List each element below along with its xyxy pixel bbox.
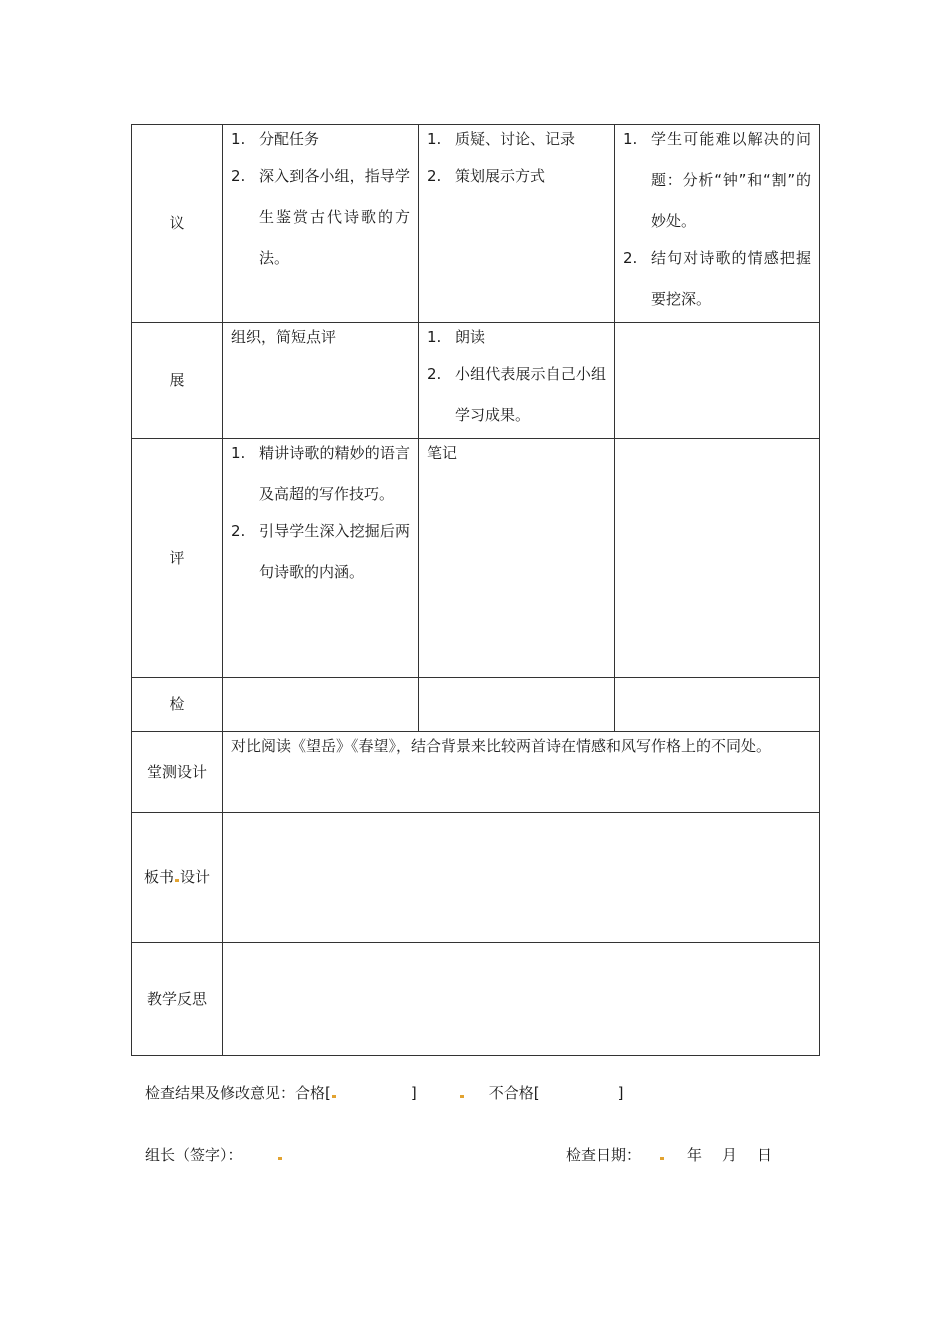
row-label-quiz-design: 堂测设计 (132, 732, 223, 813)
mark-icon (332, 1095, 336, 1098)
lesson-plan-table (131, 124, 820, 1056)
notes-cell (615, 678, 820, 732)
row-label-check: 检 (132, 678, 223, 732)
list-item: 2. 深入到各小组，指导学生鉴赏古代诗歌的方法。 (231, 167, 410, 267)
list-item: 1. 精讲诗歌的精妙的语言及高超的写作技巧。 (231, 444, 410, 503)
notes-cell (615, 323, 820, 439)
row-reflection (132, 943, 820, 1056)
month-label: 月 (722, 1146, 738, 1164)
student-activity-cell (419, 125, 615, 323)
day-label: 日 (757, 1146, 773, 1164)
leader-signature-line (145, 1145, 283, 1165)
list-item: 2. 结句对诗歌的情感把握要挖深。 (623, 249, 811, 308)
year-label: 年 (687, 1146, 703, 1164)
teacher-activity-cell (223, 439, 419, 678)
student-activity-cell: 笔记 (419, 439, 615, 678)
row-label-discuss: 议 (132, 125, 223, 323)
list-item: 2. 策划展示方式 (427, 167, 546, 185)
board-design-label-b: 设计 (180, 868, 211, 886)
mark-icon (460, 1095, 464, 1098)
teacher-activity-cell (223, 678, 419, 732)
teacher-activity-cell (223, 125, 419, 323)
notes-cell (615, 439, 820, 678)
mark-icon (278, 1157, 282, 1160)
check-result-line (145, 1083, 623, 1103)
date-label: 检查日期： (566, 1146, 642, 1164)
notes-cell (615, 125, 820, 323)
board-design-content (223, 813, 820, 943)
list-item: 1. 分配任务 (231, 130, 320, 148)
fail-bracket-close: ] (617, 1084, 624, 1102)
student-activity-cell (419, 678, 615, 732)
row-label-board-design (132, 813, 223, 943)
list-item: 2. 引导学生深入挖掘后两句诗歌的内涵。 (231, 522, 410, 581)
list-item: 1. 朗读 (427, 328, 486, 346)
row-label-evaluate: 评 (132, 439, 223, 678)
pass-bracket-close: ] (410, 1084, 417, 1102)
row-evaluate (132, 439, 820, 678)
row-board-design (132, 813, 820, 943)
leader-label: 组长（签字）： (145, 1146, 243, 1164)
quiz-design-content: 对比阅读《望岳》《春望》，结合背景来比较两首诗在情感和风写作格上的不同处。 (223, 732, 820, 813)
reflection-content (223, 943, 820, 1056)
board-design-label-a: 板书 (143, 868, 174, 886)
list-item: 1. 学生可能难以解决的问题：分析“钟”和“割”的妙处。 (623, 130, 811, 230)
check-date-line (566, 1145, 772, 1165)
mark-icon (175, 879, 179, 882)
fail-label: 不合格[ (488, 1084, 540, 1102)
student-activity-cell (419, 323, 615, 439)
teacher-activity-cell: 组织，简短点评 (223, 323, 419, 439)
row-label-reflection: 教学反思 (132, 943, 223, 1056)
row-discuss (132, 125, 820, 323)
row-label-show: 展 (132, 323, 223, 439)
list-item: 2. 小组代表展示自己小组学习成果。 (427, 365, 606, 424)
row-show (132, 323, 820, 439)
check-result-label: 检查结果及修改意见：合格[ (145, 1084, 331, 1102)
list-item: 1. 质疑、讨论、记录 (427, 130, 576, 148)
row-quiz-design (132, 732, 820, 813)
row-check (132, 678, 820, 732)
mark-icon (660, 1157, 664, 1160)
